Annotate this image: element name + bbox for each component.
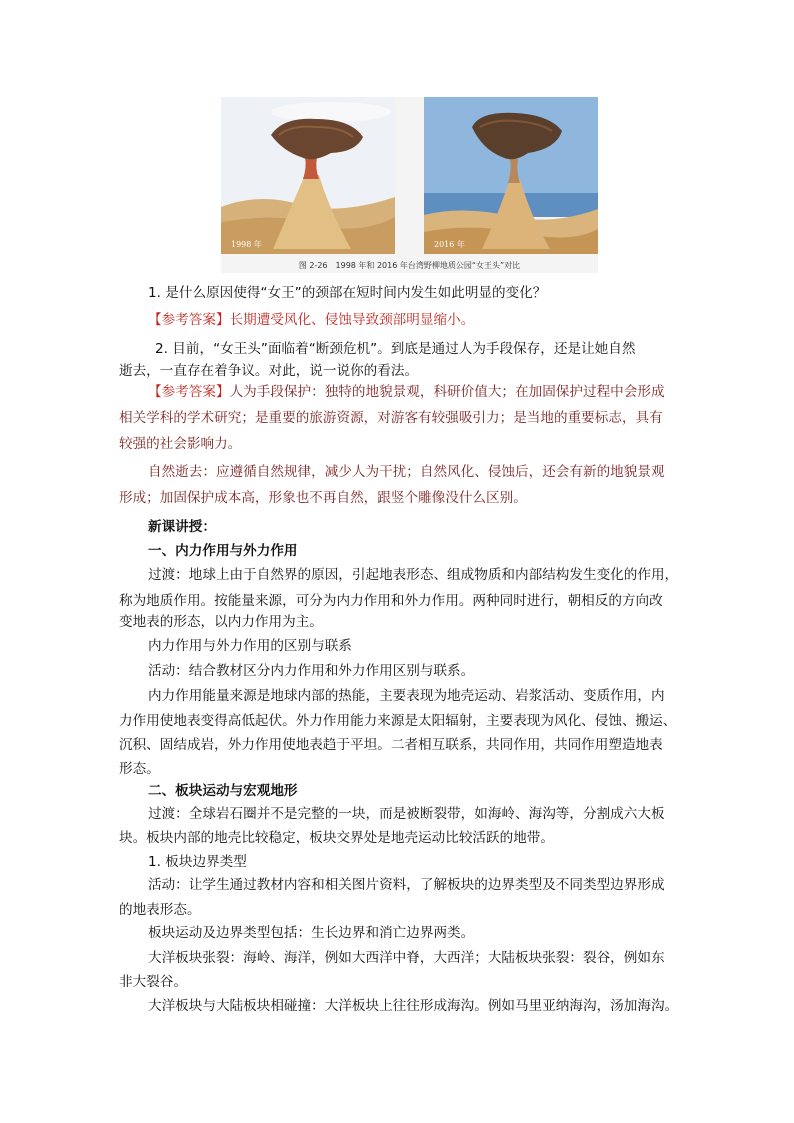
queen-head-rock-1998-image — [221, 97, 395, 254]
answer-tag: 【参考答案】 — [148, 384, 230, 400]
section-2-title: 二、板块运动与宏观地形 — [148, 783, 298, 799]
paragraph-line: 大洋板块与大陆板块相碰撞：大洋板块上往往形成海沟。例如马里亚纳海沟，汤加海沟。 — [148, 998, 679, 1014]
answer-2-line: 相关学科的学术研究；是重要的旅游资源，对游客有较强吸引力；是当地的重要标志，具有 — [119, 410, 663, 426]
paragraph-line: 力作用使地表变得高低起伏。外力作用能力来源是太阳辐射，主要表现为风化、侵蚀、搬运、 — [119, 713, 677, 729]
question-1: 1. 是什么原因使得“女王”的颈部在短时间内发生如此明显的变化？ — [148, 285, 547, 301]
answer-text: 人为手段保护：独特的地貌景观，科研价值大；在加固保护过程中会形成 — [229, 384, 665, 400]
answer-2-line: 较强的社会影响力。 — [119, 436, 242, 452]
question-2-line: 2. 目前，“女王头”面临着“断颈危机”。到底是通过人为手段保存，还是让她自然 — [155, 341, 636, 357]
figure — [221, 97, 598, 273]
subheading: 内力作用与外力作用的区别与联系 — [148, 638, 352, 654]
photo-year-label: 2016 年 — [434, 240, 465, 249]
photo-1998 — [221, 97, 395, 254]
answer-1 — [148, 307, 708, 333]
answer-2-natural-line: 自然逝去：应遵循自然规律，减少人为干扰；自然风化、侵蚀后，还会有新的地貌景观 — [148, 464, 665, 480]
answer-2-natural-line: 形成；加固保护成本高，形象也不再自然，跟竖个雕像没什么区别。 — [119, 490, 527, 506]
paragraph-line: 过渡：全球岩石圈并不是完整的一块，而是被断裂带，如海岭、海沟等，分割成六大板 — [148, 806, 665, 822]
paragraph-line: 沉积、固结成岩，外力作用使地表趋于平坦。二者相互联系，共同作用，共同作用塑造地表 — [119, 737, 663, 753]
paragraph-line: 称为地质作用。按能量来源，可分为内力作用和外力作用。两种同时进行，朝相反的方向改 — [119, 593, 663, 609]
photo-2016 — [424, 97, 598, 254]
subheading: 1. 板块边界类型 — [148, 854, 247, 870]
answer-text: 长期遭受风化、侵蚀导致颈部明显缩小。 — [229, 312, 475, 328]
activity: 活动：结合教材区分内力作用和外力作用区别与联系。 — [148, 663, 475, 679]
paragraph-line: 过渡：地球上由于自然界的原因，引起地表形态、组成物质和内部结构发生变化的作用， — [148, 567, 679, 583]
lesson-heading: 新课讲授： — [148, 519, 216, 535]
activity-line: 活动：让学生通过教材内容和相关图片资料，了解板块的边界类型及不同类型边界形成 — [148, 877, 665, 893]
paragraph-line: 板块运动及边界类型包括：生长边界和消亡边界两类。 — [148, 925, 475, 941]
paragraph-line: 形态。 — [119, 761, 160, 777]
photo-year-label: 1998 年 — [231, 240, 262, 249]
paragraph-line: 非大裂谷。 — [119, 974, 187, 990]
paragraph-line: 大洋板块张裂：海岭、海洋，例如大西洋中脊，大西洋；大陆板块张裂：裂谷，例如东 — [148, 950, 665, 966]
question-2-line: 逝去，一直存在着争议。对此，说一说你的看法。 — [119, 363, 419, 379]
queen-head-rock-2016-image — [424, 97, 598, 254]
paragraph-line: 内力作用能量来源是地球内部的热能，主要表现为地壳运动、岩浆活动、变质作用，内 — [148, 688, 665, 704]
figure-caption: 图 2-26 1998 年和 2016 年台湾野柳地质公园“女王头”对比 — [298, 261, 521, 270]
paragraph-line: 变地表的形态，以内力作用为主。 — [119, 614, 323, 630]
paragraph-line: 块。板块内部的地壳比较稳定，板块交界处是地壳运动比较活跃的地带。 — [119, 830, 554, 846]
section-1-title: 一、内力作用与外力作用 — [148, 543, 298, 559]
answer-tag: 【参考答案】 — [148, 312, 230, 328]
answer-2-line — [148, 379, 708, 405]
activity-line: 的地表形态。 — [119, 902, 201, 918]
